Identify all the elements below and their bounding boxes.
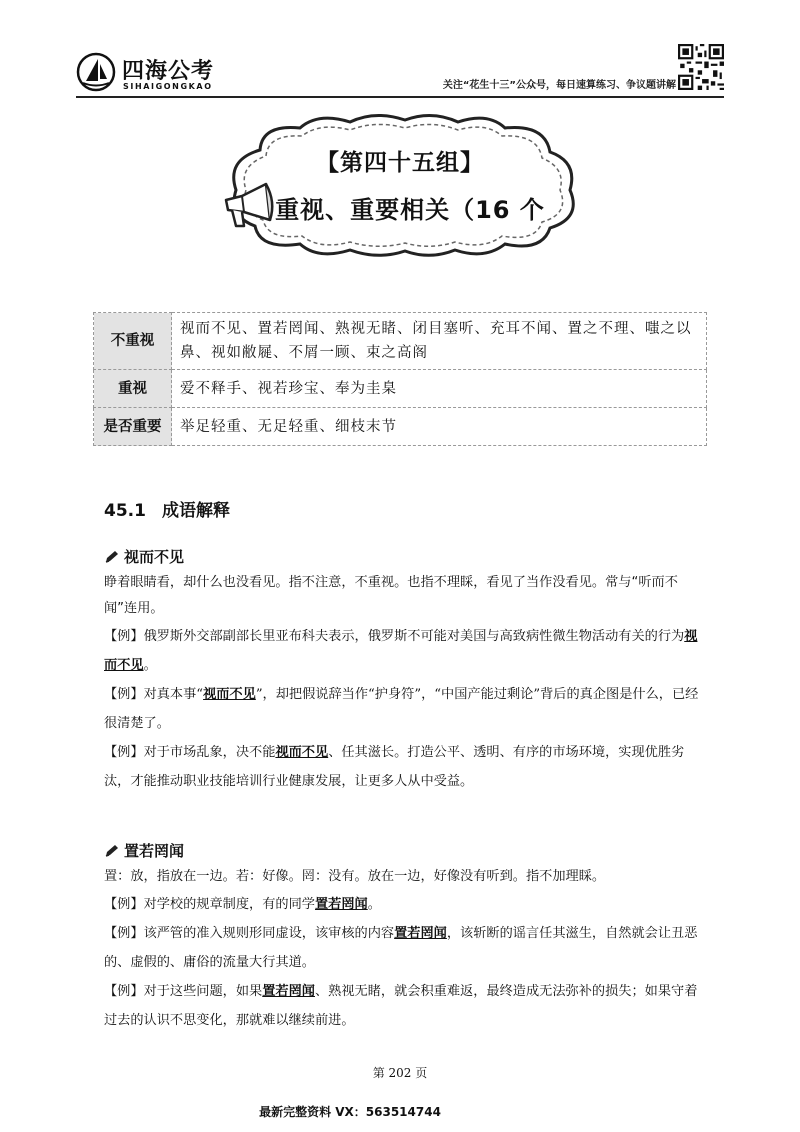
pencil-icon [104,844,120,858]
idiom-summary-table [93,312,707,446]
example-text: 。 [143,658,157,673]
section-heading [104,496,246,521]
page-number: 第 202 页 [372,1066,428,1080]
section-title: 成语解释 [161,501,230,521]
idiom-entry [104,838,704,1035]
example-text: 对学校的规章制度，有的同学 [143,897,315,912]
group-title-banner [200,110,600,260]
page-header [0,0,800,110]
example-sentence [104,622,704,680]
footer-promo: 最新完整资料 VX：563514744 [259,1105,441,1119]
example-text: 。 [367,897,381,912]
qr-code-icon [678,44,724,90]
idioms-cell: 爱不释手、视若珍宝、奉为圭臬 [172,370,707,408]
header-divider [76,96,724,98]
category-cell: 不重视 [94,313,172,370]
idiom-title [104,838,704,864]
highlighted-idiom: 置若罔闻 [262,984,315,999]
example-tag: 【例】 [104,984,144,999]
example-text: 对于这些问题，如果 [143,984,263,999]
example-sentence [104,680,704,738]
table-row [94,313,707,370]
category-cell: 是否重要 [94,408,172,446]
idioms-cell: 视而不见、置若罔闻、熟视无睹、闭目塞听、充耳不闻、置之不理、嗤之以鼻、视如敝屣、不屑一顾、束之高阁 [172,313,707,370]
example-sentence [104,919,704,977]
sailboat-logo-icon [76,52,116,92]
example-sentence [104,890,704,919]
highlighted-idiom: 置若罔闻 [394,926,447,941]
example-text: 俄罗斯外交部副部长里亚布科夫表示，俄罗斯不可能对美国与高致病性微生物活动有关的行为 [143,629,685,644]
example-text: 、任其滋长。打造公平、透明、有序的市场环境，实现优胜劣汰，才能推动职业技能培训行业健康发展，让更多人从中受益。 [104,745,685,789]
idiom-definition: 睁着眼睛看，却什么也没看见。指不注意，不重视。也指不理睬，看见了当作没看见。常与“听而不闻”连用。 [104,575,678,616]
table-row [94,370,707,408]
example-text: 、熟视无睹，就会积重难返，最终造成无法弥补的损失；如果守着过去的认识不思变化，那就难以继续前进。 [104,984,698,1028]
example-text: ”，却把假说辞当作“护身符”，“中国产能过剩论”背后的真企图是什么，已经很清楚了。 [104,687,699,731]
pencil-icon [104,550,120,564]
example-sentence [104,977,704,1035]
example-tag: 【例】 [104,745,144,760]
highlighted-idiom: 视而不见 [104,629,698,673]
idiom-name: 置若罔闻 [124,842,185,860]
example-text: 对真本事“ [143,687,204,702]
brand-logo [76,50,246,96]
highlighted-idiom: 视而不见 [203,687,256,702]
highlighted-idiom: 视而不见 [275,745,329,760]
header-notice: 关注“花生十三”公众号，每日速算练习、争议题讲解 [442,80,676,91]
section-number: 45.1 [104,501,146,521]
idiom-definition: 置：放，指放在一边。若：好像。罔：没有。放在一边，好像没有听到。指不加理睬。 [104,869,606,884]
example-tag: 【例】 [104,687,144,702]
idiom-name: 视而不见 [124,548,185,566]
group-number-title: 【第四十五组】 [316,150,484,176]
brand-name-cn: 四海公考 [122,59,215,84]
table-row [94,408,707,446]
megaphone-icon [220,180,278,232]
idiom-entry [104,544,704,796]
example-text: 对于市场乱象，决不能 [143,745,276,760]
idiom-title [104,544,704,570]
highlighted-idiom: 置若罔闻 [315,897,368,912]
example-tag: 【例】 [104,629,144,644]
example-text: ，该斩断的谣言任其滋生，自然就会让丑恶的、虚假的、庸俗的流量大行其道。 [104,926,698,970]
category-cell: 重视 [94,370,172,408]
example-tag: 【例】 [104,897,144,912]
example-sentence [104,738,704,796]
idioms-cell: 举足轻重、无足轻重、细枝末节 [172,408,707,446]
group-topic-title: 重视、重要相关（16 个 [275,196,545,224]
brand-name-en: SIHAIGONGKAO [123,82,213,91]
example-tag: 【例】 [104,926,144,941]
example-text: 该严管的准入规则形同虚设，该审核的内容 [143,926,395,941]
